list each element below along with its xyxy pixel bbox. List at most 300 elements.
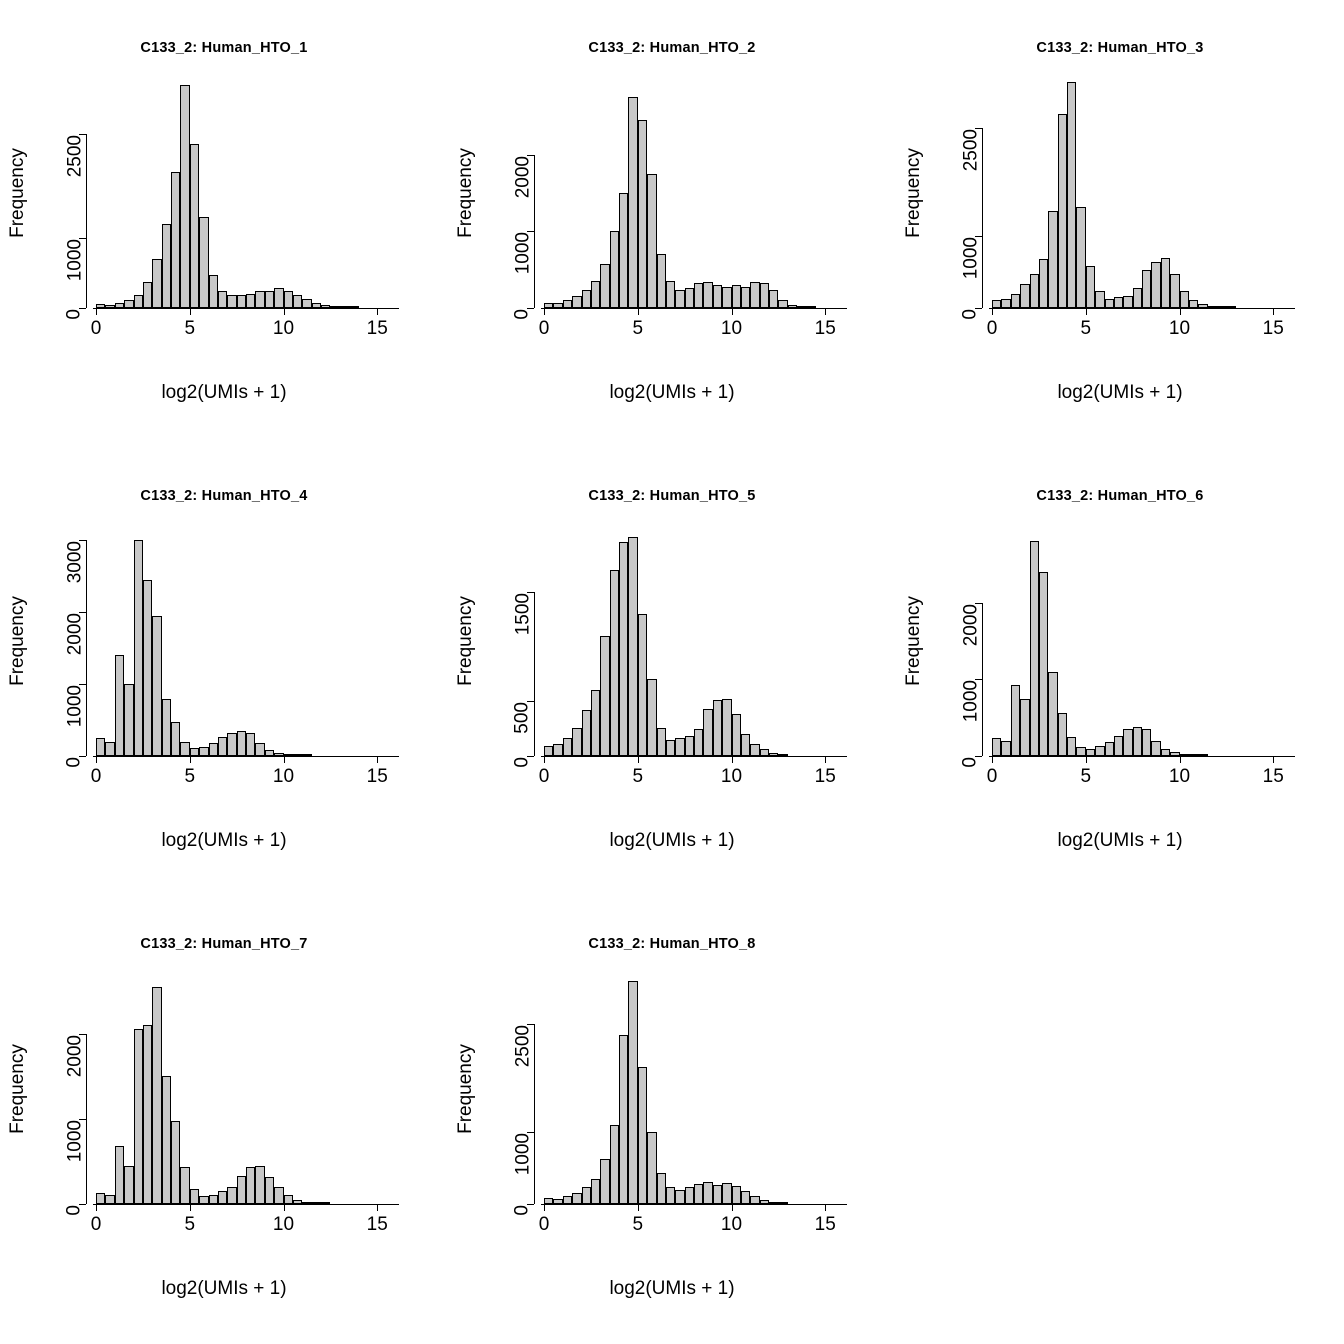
histogram-bar [703,282,712,308]
histogram-bar [553,744,562,756]
histogram-bar [619,193,628,308]
histogram-bar [237,1176,246,1204]
panel-title: C133_2: Human_HTO_5 [588,488,756,504]
histogram-bar [190,1189,199,1204]
histogram-bar [1105,299,1114,308]
x-tick-label: 10 [1168,318,1191,339]
histogram-bar [1020,284,1029,308]
histogram-bar [1076,747,1085,756]
x-tick-label: 0 [538,766,550,787]
histogram-bar [778,300,787,308]
x-tick-label: 0 [538,318,550,339]
histogram-bar [246,294,255,308]
histogram-bar [143,580,152,756]
bar-series [96,974,396,1204]
histogram-bar [694,1184,703,1204]
histogram-bar [582,710,591,756]
x-tick [544,1204,545,1211]
x-tick-label: 10 [720,1214,743,1235]
x-tick [732,308,733,315]
x-tick-label: 15 [814,1214,836,1235]
bar-series [544,78,844,308]
x-tick-label: 0 [986,766,998,787]
plot-area [96,974,396,1204]
histogram-bar [572,296,581,308]
histogram-bar [722,287,731,308]
y-axis [64,540,87,768]
x-tick [190,308,191,315]
x-tick-label: 15 [814,318,836,339]
histogram-bar [582,290,591,308]
histogram-bar [769,290,778,308]
plot-area [992,526,1292,756]
histogram-bar [1142,270,1151,308]
y-tick-label: 2500 [960,129,981,172]
histogram-bar [647,174,656,308]
x-tick [284,308,285,315]
histogram-bar [1067,737,1076,756]
histogram-bar [1142,729,1151,756]
histogram-bar [237,731,246,756]
histogram-bar [1039,572,1048,756]
histogram-bar [246,1167,255,1204]
histogram-bar [199,1196,208,1204]
histogram-bar [1123,296,1132,308]
y-tick-label: 0 [64,308,85,320]
histogram-bar [115,1146,124,1204]
histogram-bar [741,734,750,756]
y-axis-title-text: Frequency [903,148,924,238]
histogram-bar [582,1187,591,1204]
x-tick-label: 5 [184,766,196,787]
histogram-panel [0,448,448,896]
histogram-bar [190,144,199,308]
histogram-bar [760,283,769,308]
histogram-bar [675,290,684,308]
x-tick-label: 10 [720,318,743,339]
panel-title: C133_2: Human_HTO_2 [588,40,756,56]
histogram-bar [544,746,553,756]
histogram-bar [218,737,227,756]
histogram-bar [685,736,694,756]
histogram-bar [284,1195,293,1204]
histogram-bar [209,1195,218,1204]
histogram-bar [666,281,675,308]
y-axis [512,155,535,320]
x-tick [1180,756,1181,763]
histogram-bar [1151,262,1160,308]
histogram-bar [610,570,619,756]
x-tick [732,756,733,763]
histogram-bar [1011,685,1020,756]
histogram-bar [638,1067,647,1204]
histogram-bar [600,1159,609,1204]
histogram-bar [199,217,208,308]
x-tick-label: 10 [272,766,295,787]
panel-title: C133_2: Human_HTO_3 [1036,40,1204,56]
histogram-bar [647,1132,656,1204]
x-tick [96,1204,97,1211]
histogram-bar [1058,713,1067,756]
x-tick [1273,308,1274,315]
histogram-bar [1020,699,1029,757]
x-tick [732,1204,733,1211]
histogram-bar [591,690,600,756]
y-tick-label: 2500 [512,1025,533,1068]
histogram-bar [1048,211,1057,308]
histogram-bar [750,1196,759,1204]
histogram-bar [1086,749,1095,756]
y-tick-label: 2000 [960,603,981,646]
x-tick [284,1204,285,1211]
histogram-panel [448,448,896,896]
x-tick [377,1204,378,1211]
histogram-bar [162,699,171,757]
histogram-bar [152,259,161,308]
histogram-bar [572,728,581,756]
y-axis [960,603,983,768]
y-tick-label: 2500 [64,134,85,178]
x-tick [1180,308,1181,315]
y-tick-label: 1500 [512,592,533,635]
histogram-bar [180,742,189,756]
histogram-bar [657,728,666,756]
y-axis-title [8,974,28,1204]
histogram-bar [115,655,124,756]
histogram-bar [741,287,750,308]
histogram-bar [722,699,731,756]
y-axis-title-text: Frequency [455,148,476,238]
y-axis [512,592,535,768]
y-tick-label: 1000 [64,1119,85,1163]
histogram-bar [134,1029,143,1204]
histogram-bar [1161,749,1170,756]
histogram-bar [675,738,684,756]
histogram-bar [124,684,133,756]
histogram-bar [255,1166,264,1204]
y-tick-label: 2000 [512,155,533,198]
histogram-panel [0,896,448,1344]
histogram-bar [284,291,293,308]
y-tick-label: 1000 [64,685,85,728]
histogram-bar [134,540,143,756]
histogram-bar [96,1193,105,1204]
y-axis-title-text: Frequency [7,148,28,238]
histogram-bar [209,275,218,308]
histogram-bar [992,738,1001,756]
x-axis-title: log2(UMIs + 1) [609,382,735,403]
y-axis-title [456,526,476,756]
histogram-bar [666,1187,675,1204]
y-tick-label: 0 [64,1204,85,1216]
x-tick [825,1204,826,1211]
histogram-bar [162,224,171,308]
x-axis-title: log2(UMIs + 1) [1057,830,1183,851]
histogram-bar [732,714,741,756]
x-axis-title: log2(UMIs + 1) [609,830,735,851]
y-tick-label: 2000 [64,613,85,656]
histogram-bar [657,254,666,308]
histogram-bar [255,291,264,308]
histogram-bar [171,722,180,757]
histogram-bar [628,537,637,756]
x-tick [638,1204,639,1211]
x-axis-title: log2(UMIs + 1) [1057,382,1183,403]
bar-series [544,974,844,1204]
x-axis-title: log2(UMIs + 1) [161,382,287,403]
x-tick-label: 15 [366,766,388,787]
histogram-bar [152,987,161,1204]
x-axis [538,1204,847,1235]
histogram-bar [293,295,302,308]
histogram-bar [1039,259,1048,308]
histogram-bar [1011,294,1020,308]
histogram-bar [591,281,600,308]
histogram-bar [105,1195,114,1204]
x-tick [190,1204,191,1211]
x-tick-label: 0 [90,766,102,787]
histogram-bar [694,729,703,756]
y-tick-label: 0 [64,757,85,768]
x-tick-label: 15 [814,766,836,787]
x-tick [638,756,639,763]
x-tick-label: 15 [1262,318,1284,339]
y-axis-title-text: Frequency [7,1044,28,1134]
bar-series [544,526,844,756]
histogram-bar [750,282,759,308]
histogram-bar [1095,746,1104,756]
x-tick [1086,756,1087,763]
histogram-panel [448,896,896,1344]
histogram-bar [124,300,133,308]
histogram-bar [274,288,283,308]
plot-area [544,974,844,1204]
histogram-bar [703,709,712,756]
histogram-bar [1114,736,1123,756]
x-tick-label: 10 [1168,766,1191,787]
x-tick-label: 15 [366,318,388,339]
x-tick-label: 10 [720,766,743,787]
y-axis-title [456,974,476,1204]
histogram-bar [171,172,180,308]
histogram-panel [896,448,1344,896]
y-axis-title-text: Frequency [7,596,28,686]
x-tick-label: 5 [1080,766,1092,787]
x-tick [377,308,378,315]
histogram-bar [713,1185,722,1204]
histogram-bar [209,743,218,756]
y-axis-title-text: Frequency [455,1044,476,1134]
histogram-bar [246,733,255,756]
plot-area [96,526,396,756]
histogram-bar [563,738,572,756]
histogram-bar [227,1187,236,1204]
x-axis-title: log2(UMIs + 1) [161,1278,287,1299]
histogram-bar [1180,291,1189,308]
histogram-bar [96,738,105,756]
histogram-bar [685,288,694,308]
y-tick-label: 3000 [64,541,85,584]
y-tick-label: 500 [512,702,533,734]
plot-area [544,526,844,756]
x-tick-label: 5 [184,1214,196,1235]
y-axis-title-text: Frequency [903,596,924,686]
histogram-bar [1105,742,1114,756]
histogram-bar [227,733,236,756]
x-tick [96,308,97,315]
panel-title: C133_2: Human_HTO_1 [140,40,308,56]
x-tick-label: 10 [272,1214,295,1235]
histogram-bar [619,542,628,756]
y-tick-label: 1000 [512,232,533,275]
histogram-bar [124,1166,133,1204]
bar-series [96,526,396,756]
histogram-bar [685,1187,694,1204]
panel-title: C133_2: Human_HTO_7 [140,936,308,952]
x-tick-label: 15 [366,1214,388,1235]
histogram-bar [722,1183,731,1204]
histogram-bar [563,300,572,308]
histogram-bar [647,679,656,756]
x-axis [986,308,1295,339]
x-tick [825,756,826,763]
y-axis-title [8,526,28,756]
y-tick-label: 1000 [960,680,981,723]
x-tick [544,308,545,315]
histogram-bar [750,744,759,756]
histogram-bar [600,636,609,756]
histogram-bar [628,97,637,308]
x-tick [377,756,378,763]
histogram-bar [1095,291,1104,308]
histogram-bar [619,1035,628,1204]
histogram-bar [1030,541,1039,756]
histogram-bar [1123,729,1132,756]
histogram-bar [1086,266,1095,308]
histogram-bar [162,1076,171,1204]
y-axis-title [456,78,476,308]
histogram-bar [741,1191,750,1204]
bar-series [992,526,1292,756]
histogram-panel [0,0,448,448]
histogram-bar [199,747,208,756]
histogram-bar [694,283,703,308]
panel-title: C133_2: Human_HTO_8 [588,936,756,952]
histogram-bar [638,120,647,308]
histogram-bar [171,1121,180,1204]
histogram-bar [152,616,161,756]
x-tick-label: 0 [538,1214,550,1235]
x-tick-label: 5 [632,1214,644,1235]
x-tick [1273,756,1274,763]
x-tick-label: 5 [1080,318,1092,339]
histogram-bar [255,743,264,756]
histogram-bar [1067,82,1076,308]
x-axis [90,308,399,339]
x-tick-label: 0 [986,318,998,339]
histogram-bar [732,285,741,308]
histogram-bar [1076,207,1085,308]
x-axis [986,756,1295,787]
histogram-bar [600,264,609,308]
y-axis [64,1034,87,1216]
y-axis-title [904,526,924,756]
histogram-bar [274,1187,283,1204]
x-tick [638,308,639,315]
histogram-bar [638,614,647,756]
histogram-bar [218,291,227,308]
histogram-bar [657,1173,666,1204]
histogram-panel [896,0,1344,448]
bar-series [992,78,1292,308]
x-tick-label: 5 [632,318,644,339]
histogram-bar [105,742,114,756]
histogram-bar [1001,299,1010,308]
x-tick-label: 5 [184,318,196,339]
histogram-bar [1170,274,1179,309]
x-tick [825,308,826,315]
y-axis [960,128,983,320]
x-axis [90,1204,399,1235]
histogram-panel [448,0,896,448]
x-axis [90,756,399,787]
histogram-bar [1114,297,1123,308]
y-tick-label: 0 [512,308,533,320]
histogram-bar [134,295,143,308]
panel-title: C133_2: Human_HTO_4 [140,488,308,504]
y-tick-label: 2000 [64,1034,85,1077]
histogram-bar [1189,300,1198,308]
histogram-bar [180,1167,189,1204]
histogram-bar [732,1186,741,1204]
bar-series [96,78,396,308]
histogram-bar [227,295,236,308]
x-tick [284,756,285,763]
y-tick-label: 1000 [960,237,981,280]
y-tick-label: 0 [960,309,981,320]
histogram-bar [1161,258,1170,308]
y-axis-title [904,78,924,308]
x-tick [190,756,191,763]
plot-area [544,78,844,308]
y-axis-title-text: Frequency [455,596,476,686]
histogram-bar [666,740,675,756]
histogram-bar [143,1025,152,1204]
plot-area [96,78,396,308]
histogram-bar [143,282,152,308]
histogram-bar [237,295,246,308]
histogram-bar [713,700,722,756]
y-tick-label: 0 [512,1205,533,1216]
y-tick-label: 0 [960,756,981,768]
x-tick-label: 0 [90,318,102,339]
histogram-bar [628,981,637,1204]
histogram-bar [591,1179,600,1204]
x-tick-label: 10 [272,318,295,339]
histogram-bar [1001,741,1010,756]
x-tick-label: 0 [90,1214,102,1235]
plot-area [992,78,1292,308]
histogram-bar [302,299,311,308]
x-tick [992,756,993,763]
y-tick-label: 0 [512,756,533,768]
histogram-bar [713,285,722,308]
histogram-bar [1133,727,1142,756]
histogram-bar [610,1125,619,1204]
y-axis-title [8,78,28,308]
y-tick-label: 1000 [64,239,85,282]
x-tick [992,308,993,315]
